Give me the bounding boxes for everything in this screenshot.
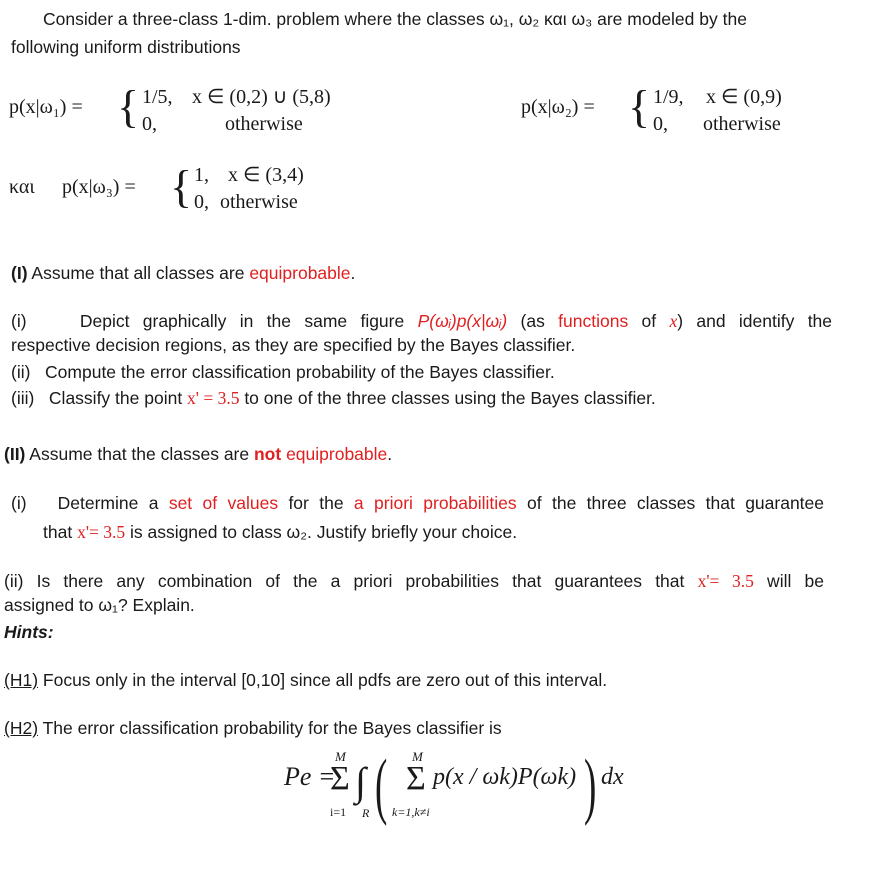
part2-i-set-of-values: set of values — [168, 493, 279, 513]
formula-inner-sum-sign: Σ — [406, 760, 426, 797]
part2-i-text-c: of the three classes that guarantee — [516, 493, 825, 513]
intro-line-2: following uniform distributions — [11, 37, 241, 57]
hint-h1-label: (H1) — [4, 670, 39, 690]
pdf3-prefix: και — [9, 176, 35, 198]
part2-i-point: x'= 3.5 — [77, 522, 126, 542]
part2-i-line2-a: that — [43, 522, 78, 542]
part1-i-text-d: ) and identify the — [677, 311, 833, 331]
part1-i-x: x — [669, 311, 678, 331]
part1-i-line2: respective decision regions, as they are specified by the Bayes classifier. — [11, 335, 576, 355]
part2-ii-text-a: Is there any combination of the a priori probabilities that guarantees that — [23, 571, 698, 591]
formula-sum-sign: Σ — [330, 760, 350, 797]
pdf3-row2-condition: otherwise — [220, 191, 298, 213]
pdf2-row1-condition: x ∈ (0,9) — [706, 86, 782, 108]
pdf3-row2-value: 0, — [194, 191, 209, 213]
formula-sum-upper: M — [335, 749, 346, 764]
part1-label: (I) — [11, 263, 28, 283]
formula-left-paren: ( — [375, 745, 388, 827]
formula-sum-lower: i=1 — [330, 805, 347, 819]
pdf2-lhs: p(x|ω₂) = — [521, 96, 595, 118]
formula-lhs: Pe = — [284, 762, 336, 791]
intro-line-1: Consider a three-class 1-dim. problem where the classes ω₁, ω₂ και ω₃ are modeled by the — [43, 9, 747, 29]
pdf1-row2-condition: otherwise — [225, 113, 303, 135]
formula-inner-upper: M — [412, 749, 423, 764]
part1-iii-num: (iii) — [11, 388, 35, 408]
part1-i-num: (i) — [11, 311, 27, 331]
hint-h1-text: Focus only in the interval [0,10] since all pdfs are zero out of this interval. — [38, 670, 608, 690]
hints-title: Hints: — [4, 622, 54, 642]
part1-iii-text-b: to one of the three classes using the Bayes classifier. — [239, 388, 656, 408]
part2-heading-equiprobable: equiprobable — [281, 444, 388, 464]
formula-dx: dx — [601, 764, 624, 790]
pdf1-brace: { — [117, 81, 140, 132]
part2-i-text-b: for the — [278, 493, 354, 513]
pdf2-row1-value: 1/9, — [653, 86, 684, 108]
part2-heading-not: not — [253, 444, 282, 464]
part2-i-num: (i) — [11, 493, 27, 513]
part1-i-text-c: of — [628, 311, 670, 331]
part1-iii-point: x' = 3.5 — [187, 388, 240, 408]
formula-integral-region: R — [362, 806, 370, 820]
part1-ii-text: Compute the error classification probability of the Bayes classifier. — [45, 362, 555, 382]
pdf3-row1-value: 1, — [194, 164, 209, 186]
part1-i-text-a: Depict graphically in the same figure — [79, 311, 418, 331]
part2-ii-line2: assigned to ω₁? Explain. — [4, 595, 195, 615]
pdf2-row2-condition: otherwise — [703, 113, 781, 135]
part2-heading-text: Assume that the classes are — [25, 444, 254, 464]
formula-integral: ∫ — [355, 759, 366, 804]
pdf3-row1-condition: x ∈ (3,4) — [228, 164, 304, 186]
part1-iii-text-a: Classify the point — [48, 388, 188, 408]
part1-ii-num: (ii) — [11, 362, 31, 382]
pdf1-row1-condition: x ∈ (0,2) ∪ (5,8) — [192, 86, 331, 108]
pdf2-brace: { — [628, 81, 651, 132]
formula-inner-lower: k=1,k≠i — [392, 805, 430, 819]
pdf2-row2-value: 0, — [653, 113, 668, 135]
part1-i-formula: P(ωᵢ)p(x|ωᵢ) — [417, 311, 508, 331]
part1-i-text-b: (as — [507, 311, 559, 331]
part2-ii-text-b: will be — [753, 571, 824, 591]
part1-heading-text: Assume that all classes are — [27, 263, 250, 283]
pdf3-lhs: p(x|ω₃) = — [62, 176, 136, 198]
pdf1-row2-value: 0, — [142, 113, 157, 135]
pdf3-brace: { — [170, 161, 193, 212]
part2-ii-point: x'= 3.5 — [697, 571, 754, 591]
hint-h2-label: (H2) — [4, 718, 39, 738]
hint-h2-text: The error classification probability for the Bayes classifier is — [38, 718, 502, 738]
part1-heading-end: . — [350, 263, 356, 283]
part2-i-text-a: Determine a — [57, 493, 169, 513]
part1-heading-equiprobable: equiprobable — [249, 263, 351, 283]
part2-i-line2-b: is assigned to class ω₂. Justify briefly your choice. — [125, 522, 518, 542]
formula-inner-body: p(x / ωk)P(ωk) — [433, 764, 577, 790]
part1-i-functions: functions — [558, 311, 629, 331]
part2-ii-num: (ii) — [4, 571, 24, 591]
part2-label: (II) — [4, 444, 26, 464]
pdf1-lhs: p(x|ω₁) = — [9, 96, 83, 118]
part2-i-a-priori: a priori probabilities — [353, 493, 517, 513]
formula-right-paren: ) — [584, 745, 597, 827]
part2-heading-end: . — [387, 444, 393, 464]
pdf1-row1-value: 1/5, — [142, 86, 173, 108]
